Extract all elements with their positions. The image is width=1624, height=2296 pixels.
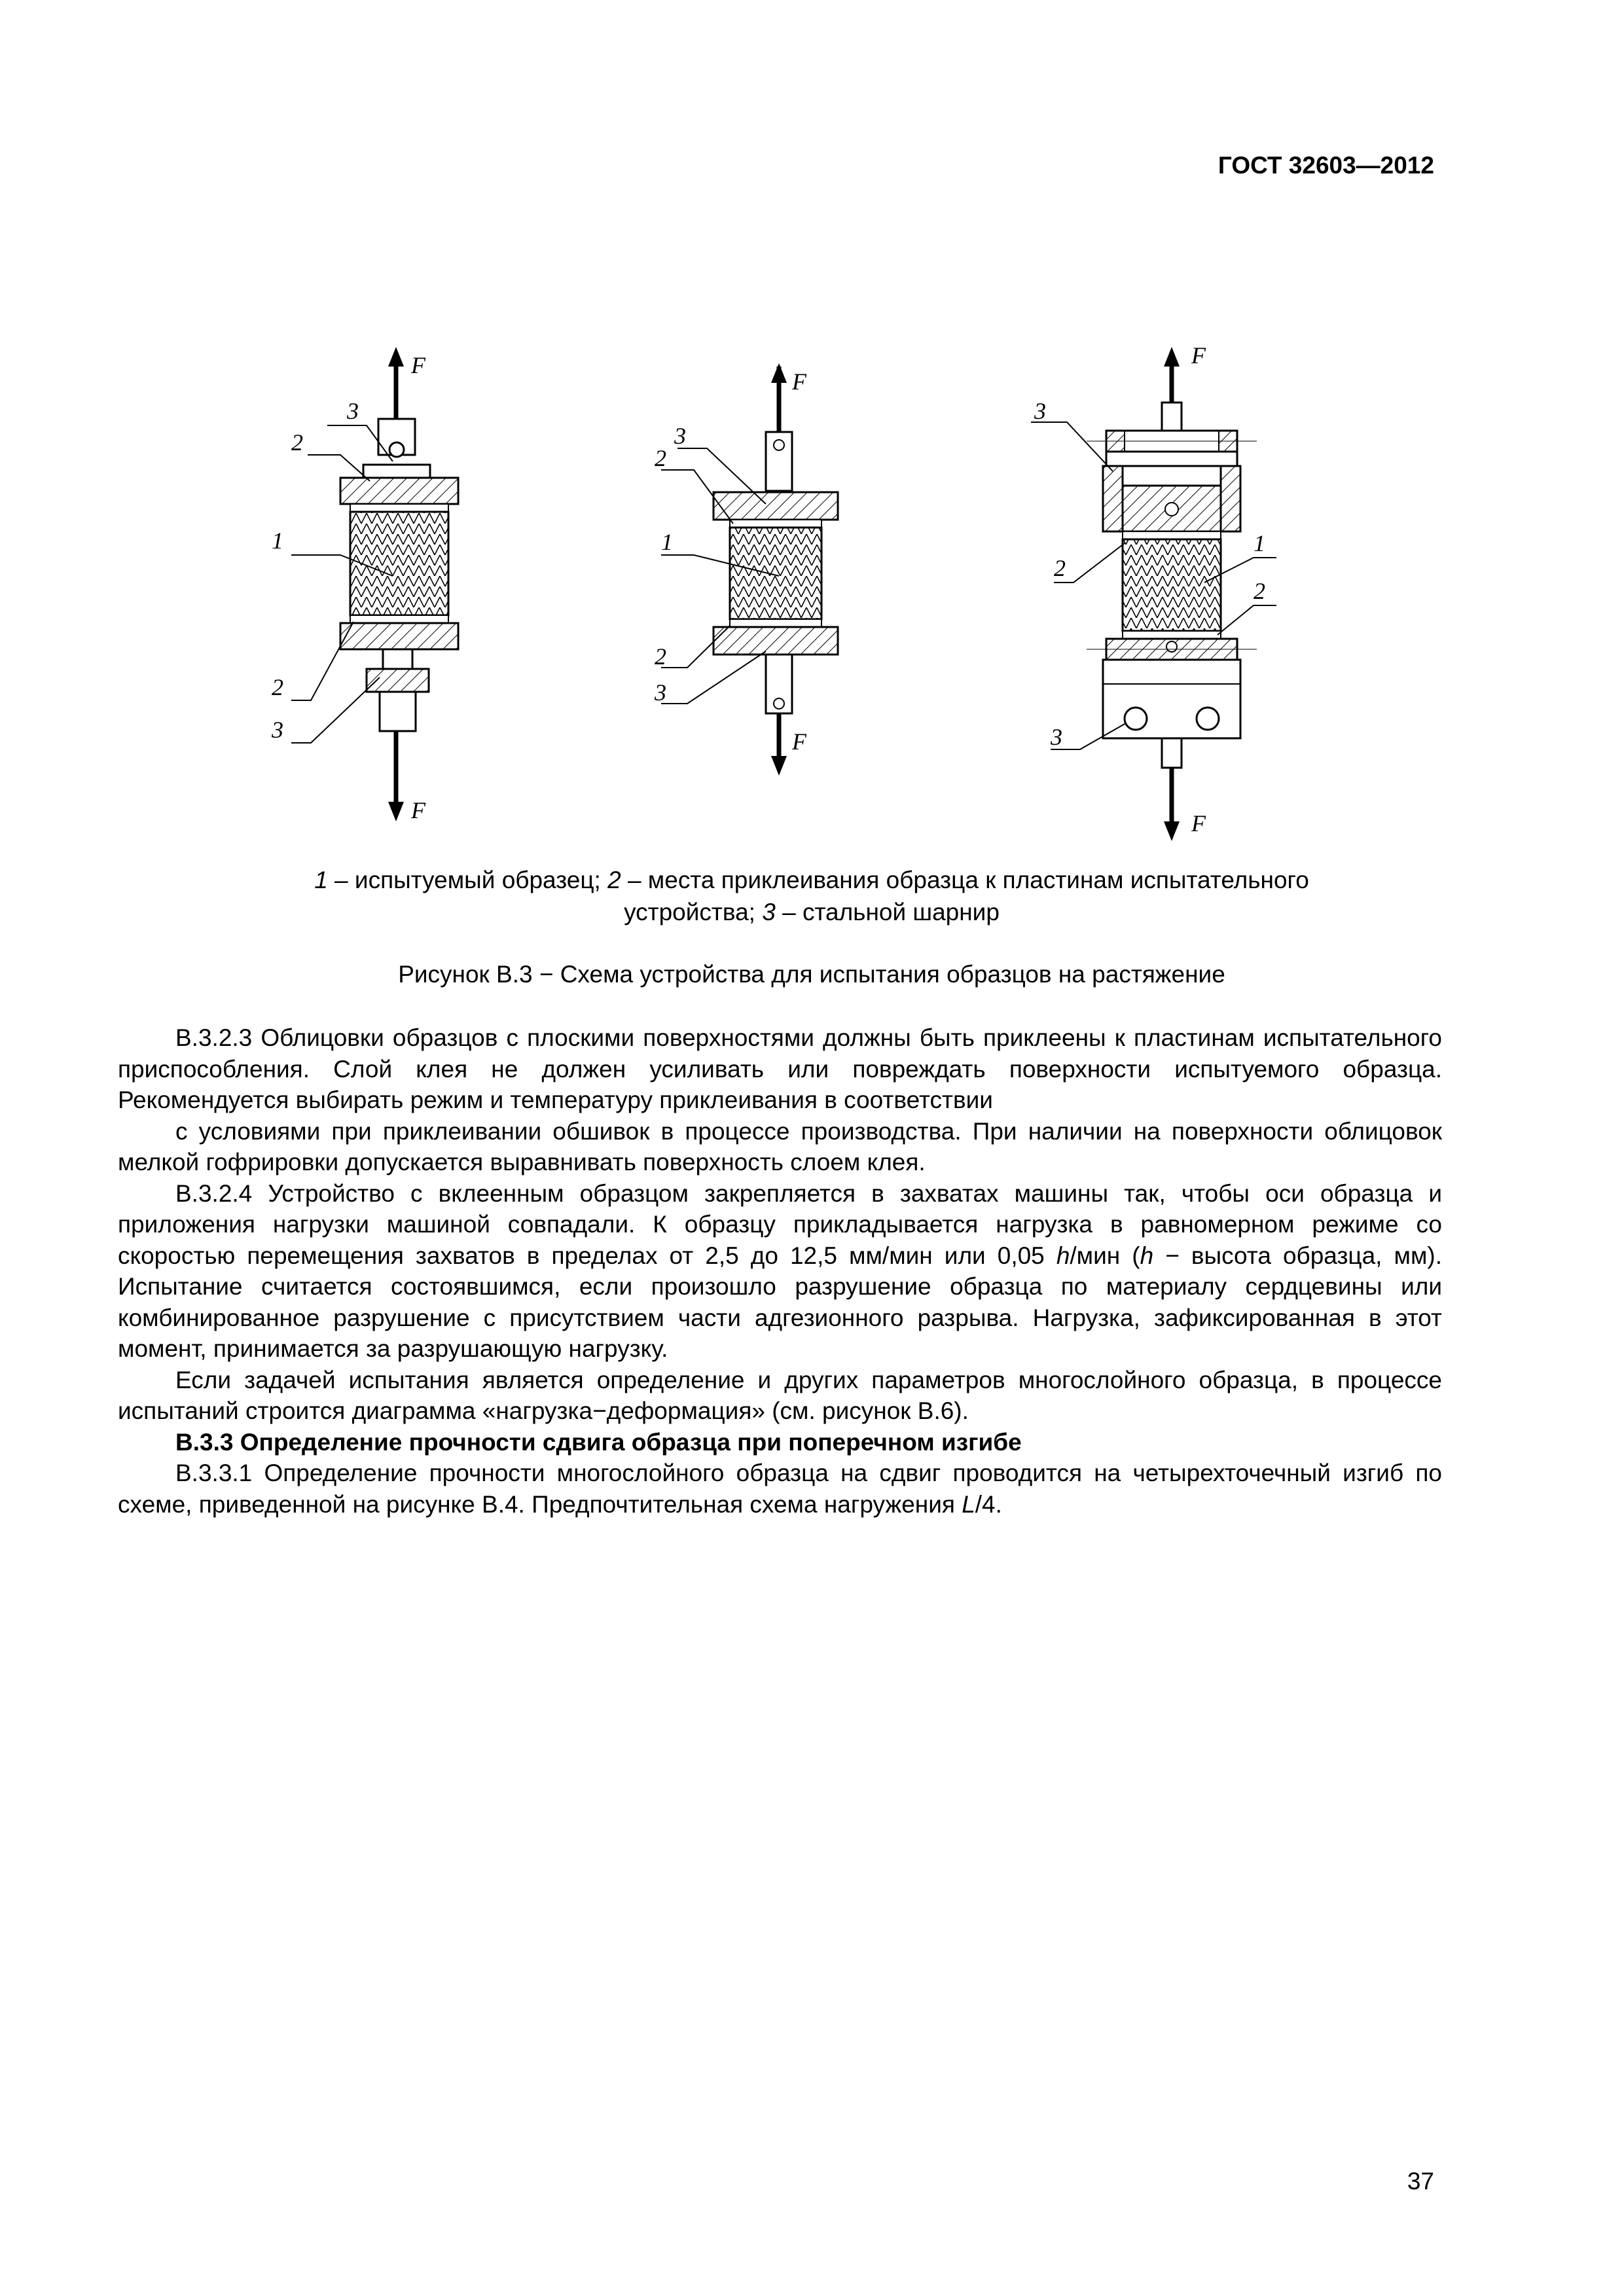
force-arrow-down-icon xyxy=(1164,821,1180,841)
figure-legend xyxy=(236,864,1388,928)
page-number: 37 xyxy=(1407,2168,1434,2195)
legend-text-3: – стальной шарнир xyxy=(775,899,1000,925)
label-2: 2 xyxy=(291,429,303,456)
legend-num-2: 2 xyxy=(607,867,621,893)
figure-caption: Рисунок В.3 − Схема устройства для испытания образцов на растяжение xyxy=(398,961,1225,988)
legend-text-2b: устройства; xyxy=(624,899,763,925)
force-arrow-up-icon xyxy=(388,347,404,367)
label-1: 1 xyxy=(272,528,283,554)
label-2: 2 xyxy=(655,643,666,670)
p5-part-a: В.3.3.1 Определение прочности многослойного образца на сдвиг проводится на четырехточечный изгиб по схеме, приведенной на рисунке В.4. Предпочтительная схема нагружения xyxy=(118,1460,1442,1518)
force-label: F xyxy=(792,728,806,755)
legend-text-2: – места приклеивания образца к пластинам испытательного xyxy=(621,867,1309,893)
force-label: F xyxy=(411,797,425,823)
var-h: h xyxy=(1056,1242,1070,1269)
force-arrow-down-icon xyxy=(388,802,404,821)
force-arrow-up-icon xyxy=(1164,347,1180,367)
force-label: F xyxy=(1191,342,1206,368)
label-3: 3 xyxy=(1034,398,1046,424)
figure-b3 xyxy=(0,314,1624,877)
device-1 xyxy=(271,347,458,823)
force-label: F xyxy=(792,368,806,395)
label-3: 3 xyxy=(655,679,666,706)
legend-text-1: – испытуемый образец; xyxy=(327,867,608,893)
label-3: 3 xyxy=(272,717,283,743)
label-1: 1 xyxy=(1254,530,1265,556)
legend-num-3: 3 xyxy=(762,899,776,925)
label-1: 1 xyxy=(661,529,673,555)
var-L: L xyxy=(962,1490,975,1518)
section-heading-b3-3: В.3.3 Определение прочности сдвига образца при поперечном изгибе xyxy=(175,1428,1022,1456)
paragraph-b3-2-4 xyxy=(118,1178,1442,1365)
label-2: 2 xyxy=(272,674,283,700)
label-3: 3 xyxy=(674,423,686,449)
p5-part-b: /4. xyxy=(975,1490,1002,1518)
label-2: 2 xyxy=(1054,555,1066,581)
force-arrow-up-icon xyxy=(771,363,787,383)
force-label: F xyxy=(1191,810,1206,836)
document-id: ГОСТ 32603—2012 xyxy=(1218,152,1434,179)
force-label: F xyxy=(411,352,425,378)
paragraph-b3-2-3: В.3.2.3 Облицовки образцов с плоскими поверхностями должны быть приклеены к пластинам испытательного приспособления. Слой клея не должен усиливать или повреждать поверхности испытуемого образца. Рекомендуется выбирать режим и температуру приклеивания в соответствии xyxy=(118,1024,1442,1113)
force-arrow-down-icon xyxy=(771,756,787,776)
device-3 xyxy=(1031,342,1276,841)
var-h: h xyxy=(1140,1242,1154,1269)
p3-part-b: /мин ( xyxy=(1070,1242,1140,1269)
label-2: 2 xyxy=(655,445,666,471)
label-2: 2 xyxy=(1254,578,1265,604)
paragraph-b3-2-3-cont: с условиями при приклеивании обшивок в процессе производства. При наличии на поверхности облицовок мелкой гофрировки допускается выравнивать поверхность слоем клея. xyxy=(118,1117,1442,1175)
paragraph-diagram: Если задачей испытания является определение и других параметров многослойного образца, в процессе испытаний строится диаграмма «нагрузка−деформация» (см. рисунок В.6). xyxy=(118,1366,1442,1424)
device-2 xyxy=(654,363,838,776)
label-3: 3 xyxy=(1051,724,1062,750)
paragraph-b3-3-1 xyxy=(118,1458,1442,1520)
body-text xyxy=(118,1022,1442,1520)
label-3: 3 xyxy=(347,398,359,424)
p3-part-a: В.3.2.4 Устройство с вклеенным образцом закрепляется в захватах машины так, чтобы оси образца и приложения нагрузки машиной совпадали. К образцу прикладывается нагрузка в равномерном режиме со скоростью перемещения захватов в пределах от 2,5 до 12,5 мм/мин или 0,05 xyxy=(118,1179,1442,1269)
p3-part-c: − высота образца, мм). Испытание считается состоявшимся, если произошло разрушение образца по материалу сердцевины или комбинированное разрушение с присутствием части адгезионного разрыва. Нагрузка, зафиксированная в этот момент, принимается за разрушающую нагрузку. xyxy=(118,1242,1442,1362)
legend-num-1: 1 xyxy=(314,867,328,893)
